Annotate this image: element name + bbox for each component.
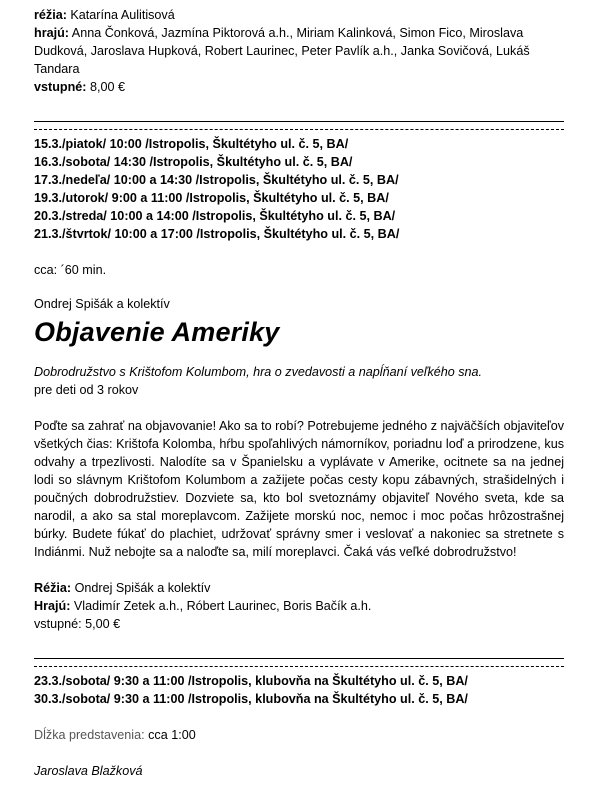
schedule-1 <box>34 135 564 243</box>
schedule-item: 17.3./nedeľa/ 10:00 a 14:30 /Istropolis, Škultétyho ul. č. 5, BA/ <box>34 173 399 187</box>
schedule-item: 15.3./piatok/ 10:00 /Istropolis, Škultétyho ul. č. 5, BA/ <box>34 137 349 151</box>
cast-line-2: Hrajú: Vladimír Zetek a.h., Róbert Laurinec, Boris Bačík a.h. <box>34 599 372 613</box>
schedule-item: 21.3./štvrtok/ 10:00 a 17:00 /Istropolis, Škultétyho ul. č. 5, BA/ <box>34 227 400 241</box>
director-line-1: réžia: Katarína Aulitisová <box>34 8 175 22</box>
price-line-2: vstupné: 5,00 € <box>34 617 121 631</box>
director-line-2: Réžia: Ondrej Spišák a kolektív <box>34 581 211 595</box>
show-author: Ondrej Spišák a kolektív <box>34 297 170 311</box>
price-line-1: vstupné: 8,00 € <box>34 80 125 94</box>
next-author: Jaroslava Blažková <box>34 764 143 778</box>
show-title: Objavenie Ameriky <box>34 317 280 347</box>
schedule-item: 16.3./sobota/ 14:30 /Istropolis, Škultétyho ul. č. 5, BA/ <box>34 155 353 169</box>
show-age: pre deti od 3 rokov <box>34 383 139 397</box>
cast-line-1: hrajú: Anna Čonková, Jazmína Piktorová a.h., Miriam Kalinková, Simon Fico, Miroslava Dudková, Jaroslava Hupková, Robert Laurinec, Peter Pavlík a.h., Janka Sovičová, Lukáš Tandara <box>34 26 530 76</box>
schedule-item: 20.3./streda/ 10:00 a 14:00 /Istropolis, Škultétyho ul. č. 5, BA/ <box>34 209 396 223</box>
duration-1: cca: ´60 min. <box>34 263 107 277</box>
document-page <box>34 6 564 780</box>
schedule-item: 19.3./utorok/ 9:00 a 11:00 /Istropolis, Škultétyho ul. č. 5, BA/ <box>34 191 389 205</box>
schedule-item: 23.3./sobota/ 9:30 a 11:00 /Istropolis, klubovňa na Škultétyho ul. č. 5, BA/ <box>34 674 468 688</box>
show-subtitle: Dobrodružstvo s Krištofom Kolumbom, hra o zvedavosti a napĺňaní veľkého sna. <box>34 365 483 379</box>
schedule-item: 30.3./sobota/ 9:30 a 11:00 /Istropolis, klubovňa na Škultétyho ul. č. 5, BA/ <box>34 692 468 706</box>
duration-2: Dĺžka predstavenia: cca 1:00 <box>34 728 196 742</box>
schedule-2 <box>34 672 564 708</box>
show-description: Poďte sa zahrať na objavovanie! Ako sa to robí? Potrebujeme jedného z najväčších objaviteľov všetkých čias: Krištofa Kolomba, hŕbu spoľahlivých námorníkov, poriadnu loď a prirodzene, kus odvahy a trpezlivosti. Nalodíte sa v Španielsku a vyplávate v Amerike, ocitnete sa na jednej lodi so slávnym Krištofom Kolumbom a zažijete počas cesty kopu zábavných, strašidelných i poučných dobrodružstiev. Dozviete sa, kto bol svetoznámy objaviteľ Nového sveta, kde sa narodil, a ako sa stal moreplavcom. Zažijete morskú noc, nemoc i moc počas hrôzostrašnej búrky. Budete fúkať do plachiet, udržovať správny smer i veslovať a nakoniec sa stretnete s Indiánmi. Nuž nebojte sa a naloďte sa, milí moreplavci. Čaká vás veľké dobrodružstvo! <box>34 419 564 559</box>
